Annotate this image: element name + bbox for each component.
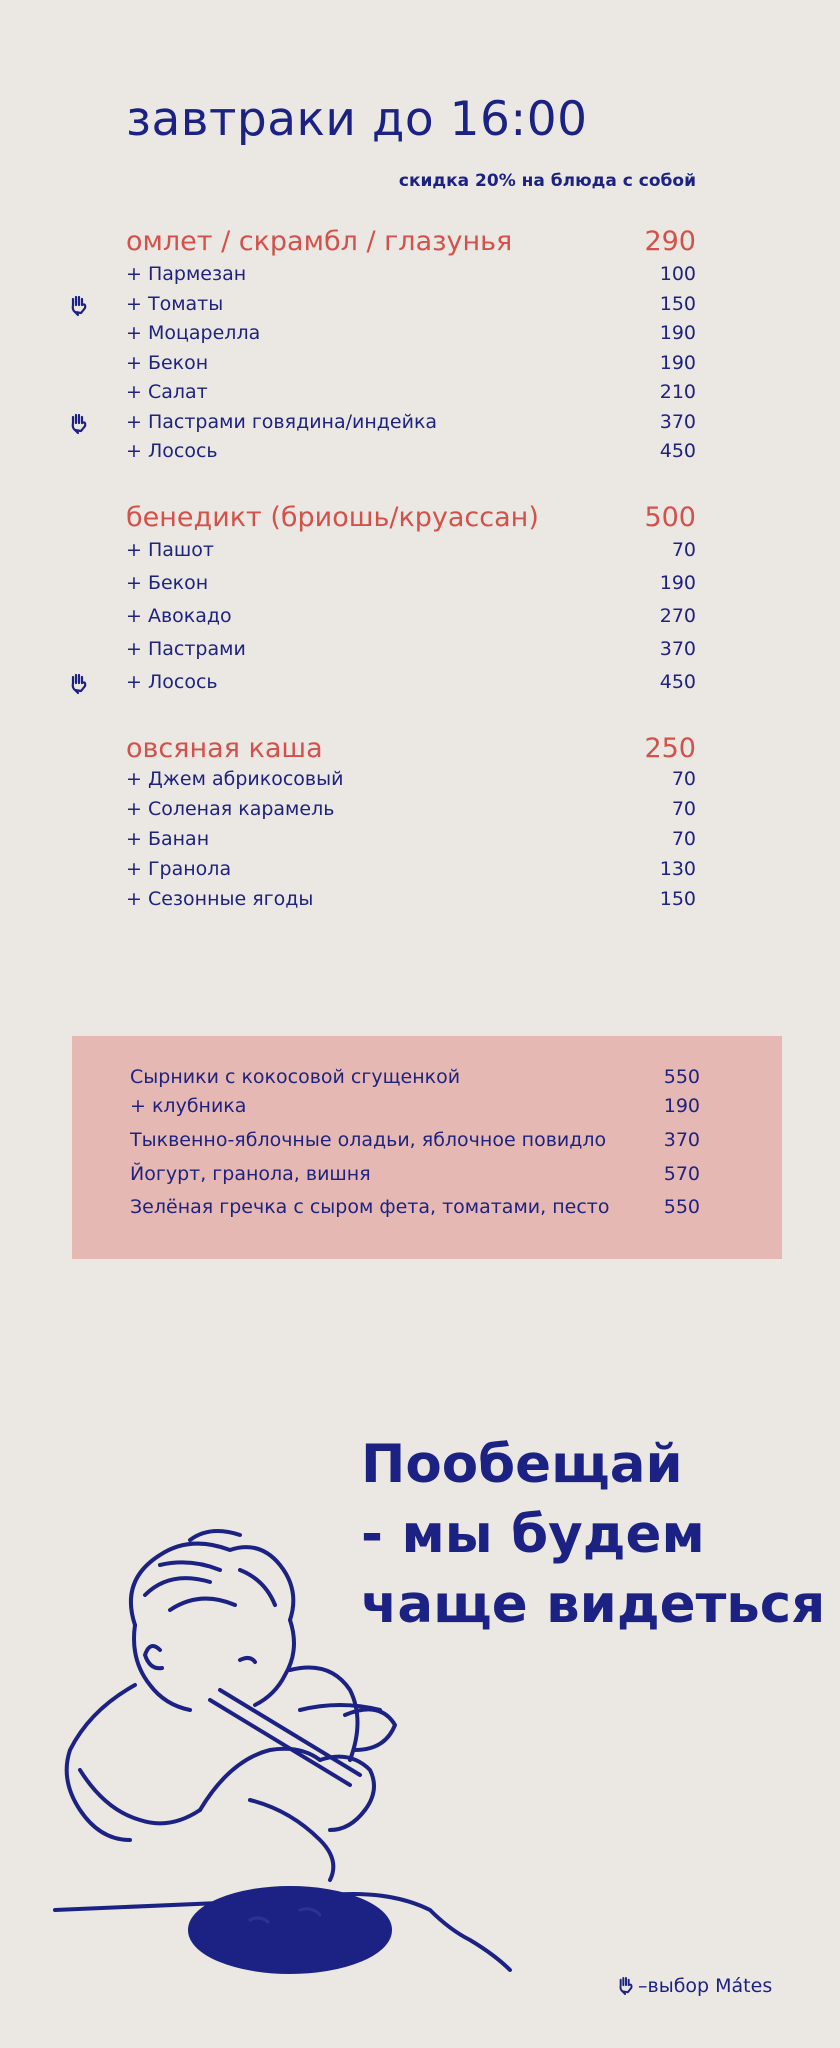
menu-item [126, 888, 696, 918]
item-price: 130 [659, 858, 696, 880]
menu-item [126, 440, 696, 470]
item-price: 370 [663, 1129, 700, 1151]
item-price: 370 [659, 410, 696, 433]
promo-line: чаще видеться [361, 1574, 826, 1635]
menu-item [126, 322, 696, 352]
menu-section-benedict [126, 502, 696, 704]
person-eating-illustration [50, 1510, 570, 1990]
item-price: 550 [663, 1066, 700, 1088]
item-name: + Сезонные ягоды [126, 888, 314, 910]
item-price: 190 [659, 351, 696, 374]
item-name: Йогурт, гранола, вишня [130, 1163, 371, 1185]
item-price: 550 [663, 1196, 700, 1218]
menu-item [126, 858, 696, 888]
item-price: 570 [663, 1163, 700, 1185]
menu-item [126, 263, 696, 293]
item-name: + Моцарелла [126, 322, 261, 344]
item-name: + Авокадо [126, 605, 232, 627]
item-name: + Бекон [126, 572, 209, 594]
takeaway-discount-note: скидка 20% на блюда с собой [398, 171, 696, 191]
section-title: овсяная каша [126, 733, 323, 764]
item-name: Сырники с кокосовой сгущенкой [130, 1066, 461, 1088]
item-price: 190 [659, 322, 696, 344]
item-price: 450 [659, 440, 696, 462]
special-item [130, 1095, 700, 1129]
promo-line: Пообещай [361, 1434, 683, 1495]
legend-text: –выбор Mátes [638, 1975, 773, 1997]
item-name: + Джем абрикосовый [126, 768, 344, 790]
item-price: 70 [671, 539, 696, 561]
page-title: завтраки до 16:00 [126, 92, 588, 147]
section-price: 290 [644, 226, 696, 257]
menu-item [126, 352, 696, 382]
section-price: 250 [644, 733, 696, 764]
item-name: + Пармезан [126, 263, 247, 285]
menu-section-omelette [126, 226, 696, 470]
item-price: 150 [659, 292, 696, 315]
item-price: 70 [671, 798, 696, 820]
menu-section-oatmeal [126, 733, 696, 918]
hand-icon [70, 295, 88, 317]
hand-icon [618, 1976, 634, 1996]
menu-item [126, 539, 696, 572]
special-item [130, 1196, 700, 1229]
item-price: 270 [659, 605, 696, 627]
menu-item [126, 671, 696, 704]
item-name: + Пастрами говядина/индейка [126, 410, 438, 433]
item-name: + Бекон [126, 351, 209, 374]
hand-icon [70, 673, 88, 695]
item-name: + Гранола [126, 858, 232, 880]
item-name: + Соленая карамель [126, 798, 335, 820]
menu-item [126, 638, 696, 671]
menu-item [126, 411, 696, 441]
item-name: + Банан [126, 828, 210, 850]
specials-list [130, 1066, 700, 1229]
item-name: + Салат [126, 381, 208, 403]
item-price: 70 [671, 768, 696, 790]
item-name: + Пашот [126, 539, 214, 561]
special-item [130, 1163, 700, 1196]
item-name: + Томаты [126, 292, 224, 315]
item-name: + Лосось [126, 440, 218, 462]
item-price: 150 [659, 888, 696, 910]
section-header [126, 502, 696, 533]
special-item [130, 1066, 700, 1095]
menu-item [126, 605, 696, 638]
menu-item [126, 768, 696, 798]
item-price: 370 [659, 638, 696, 660]
item-name: Тыквенно-яблочные оладьи, яблочное повидло [130, 1129, 607, 1151]
item-name: Зелёная гречка с сыром фета, томатами, песто [130, 1196, 610, 1218]
item-price: 210 [659, 381, 696, 403]
item-price: 100 [659, 263, 696, 285]
section-header [126, 226, 696, 257]
menu-item [126, 798, 696, 828]
item-price: 70 [671, 828, 696, 850]
menu-item [126, 293, 696, 323]
section-header [126, 733, 696, 764]
menu-item [126, 381, 696, 411]
mates-choice-legend [618, 1975, 772, 1997]
section-price: 500 [644, 502, 696, 533]
section-title: омлет / скрамбл / глазунья [126, 226, 513, 257]
item-price: 190 [659, 572, 696, 594]
menu-item [126, 828, 696, 858]
promo-line: - мы будем [361, 1504, 705, 1565]
item-price: 450 [659, 671, 696, 693]
special-item [130, 1129, 700, 1163]
item-name: + Пастрами [126, 638, 246, 660]
specials-box [72, 1036, 782, 1259]
hand-icon [70, 413, 88, 435]
section-title: бенедикт (бриошь/круассан) [126, 502, 539, 533]
item-name: + Лосось [126, 671, 218, 693]
item-price: 190 [663, 1095, 700, 1117]
item-name: + клубника [130, 1095, 247, 1117]
menu-item [126, 572, 696, 605]
